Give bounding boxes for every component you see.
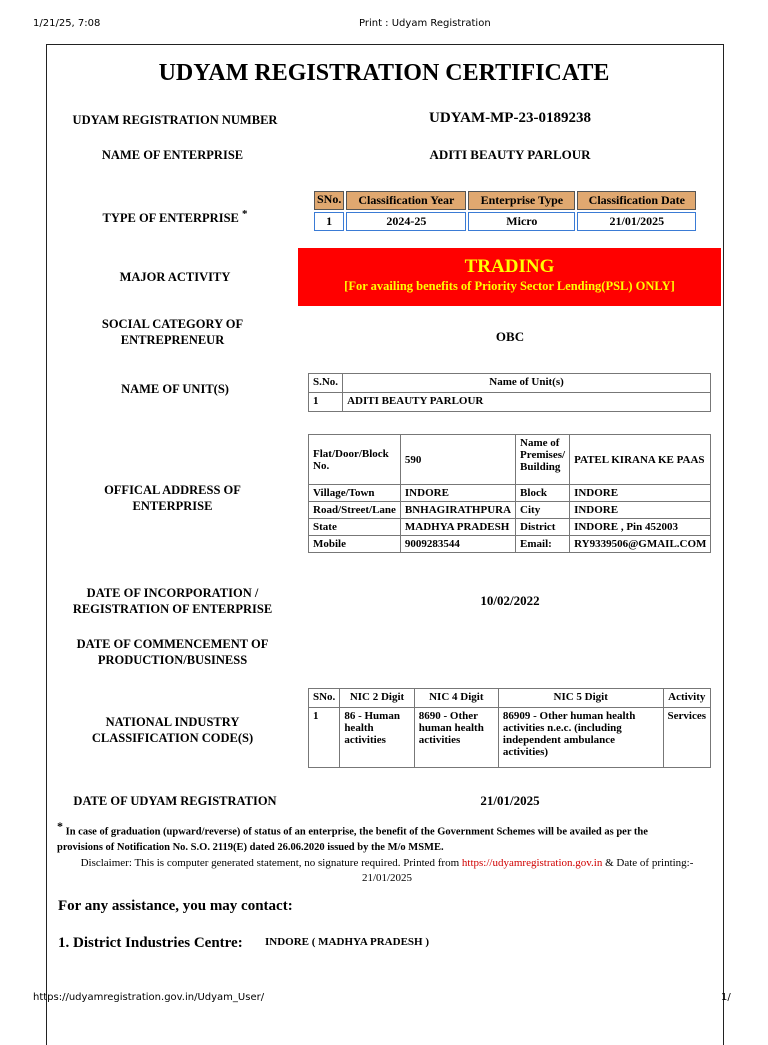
addr-road-label: Road/Street/Lane — [309, 502, 401, 519]
reg-number-label: UDYAM REGISTRATION NUMBER — [72, 113, 278, 127]
social-category-value: OBC — [495, 329, 525, 344]
addr-state-value: MADHYA PRADESH — [400, 519, 515, 536]
addr-email-label: Email: — [516, 536, 570, 553]
udyam-date-label: DATE OF UDYAM REGISTRATION — [73, 794, 277, 808]
address-label: OFFICAL ADDRESS OF ENTERPRISE — [104, 483, 241, 513]
footnote-asterisk: * — [57, 819, 63, 833]
col-sno: SNo. — [314, 191, 344, 210]
addr-block-label: Block — [516, 485, 570, 502]
cell-enterprise-type: Micro — [468, 212, 575, 231]
footer-page: 1/ — [721, 992, 731, 1003]
nic-col-4digit: NIC 4 Digit — [414, 689, 498, 708]
enterprise-name-label: NAME OF ENTERPRISE — [101, 148, 244, 162]
nic-cell-sno: 1 — [309, 708, 340, 768]
incorporation-value: 10/02/2022 — [480, 593, 540, 608]
nic-cell-2digit: 86 - Human health activities — [340, 708, 414, 768]
nic-col-sno: SNo. — [309, 689, 340, 708]
type-asterisk: * — [242, 208, 248, 220]
units-label: NAME OF UNIT(S) — [121, 382, 229, 396]
nic-table — [308, 688, 711, 768]
enterprise-name-value: ADITI BEAUTY PARLOUR — [429, 147, 591, 162]
disclaimer-date: 21/01/2025 — [361, 872, 413, 884]
activity-value: TRADING — [464, 256, 555, 277]
col-classification-date: Classification Date — [577, 191, 696, 210]
reg-number-value: UDYAM-MP-23-0189238 — [429, 110, 591, 126]
activity-note: [For availing benefits of Priority Sector Lending(PSL) ONLY] — [344, 279, 675, 293]
certificate-title: UDYAM REGISTRATION CERTIFICATE — [158, 60, 610, 86]
disclaimer — [57, 856, 717, 886]
commencement-label: DATE OF COMMENCEMENT OF PRODUCTION/BUSINESS — [76, 637, 269, 667]
activity-label: MAJOR ACTIVITY — [119, 270, 231, 284]
address-table — [308, 434, 711, 553]
nic-label: NATIONAL INDUSTRY CLASSIFICATION CODE(S) — [91, 715, 254, 745]
udyam-date-value: 21/01/2025 — [480, 793, 540, 808]
addr-district-label: District — [516, 519, 570, 536]
dic-value: INDORE ( MADHYA PRADESH ) — [265, 936, 429, 948]
nic-col-5digit: NIC 5 Digit — [498, 689, 663, 708]
nic-cell-activity: Services — [663, 708, 710, 768]
dic-label: 1. District Industries Centre: — [58, 935, 243, 951]
footnote-line2: provisions of Notification No. S.O. 2119(E) dated 26.06.2020 issued by the M/o MSME. — [57, 841, 444, 853]
addr-block-value: INDORE — [570, 485, 711, 502]
nic-col-2digit: NIC 2 Digit — [340, 689, 414, 708]
units-cell-name: ADITI BEAUTY PARLOUR — [343, 393, 711, 412]
footnote-line1: In case of graduation (upward/reverse) of status of an enterprise, the benefit of the Government Schemes will be availed as per the — [65, 826, 648, 838]
cell-sno: 1 — [314, 212, 344, 231]
addr-state-label: State — [309, 519, 401, 536]
type-label — [55, 206, 295, 226]
classification-table — [312, 189, 698, 233]
col-enterprise-type: Enterprise Type — [468, 191, 575, 210]
addr-village-label: Village/Town — [309, 485, 401, 502]
print-page-title: Print : Udyam Registration — [359, 18, 491, 29]
addr-district-value: INDORE , Pin 452003 — [570, 519, 711, 536]
assistance-heading: For any assistance, you may contact: — [58, 898, 293, 914]
activity-banner — [298, 248, 721, 306]
addr-mobile-value: 9009283544 — [400, 536, 515, 553]
addr-city-label: City — [516, 502, 570, 519]
cell-classification-year: 2024-25 — [346, 212, 466, 231]
units-cell-sno: 1 — [309, 393, 343, 412]
addr-city-value: INDORE — [570, 502, 711, 519]
disclaimer-text: Disclaimer: This is computer generated statement, no signature required. Printed from — [80, 857, 460, 869]
addr-mobile-label: Mobile — [309, 536, 401, 553]
col-classification-year: Classification Year — [346, 191, 466, 210]
addr-premises-value: PATEL KIRANA KE PAAS — [570, 435, 711, 485]
units-table — [308, 373, 711, 412]
print-datetime: 1/21/25, 7:08 — [33, 18, 101, 29]
units-col-name: Name of Unit(s) — [343, 374, 711, 393]
addr-road-value: BNHAGIRATHPURA — [400, 502, 515, 519]
nic-cell-4digit: 8690 - Other human health activities — [414, 708, 498, 768]
addr-flat-label: Flat/Door/Block No. — [309, 435, 401, 485]
units-col-sno: S.No. — [309, 374, 343, 393]
nic-col-activity: Activity — [663, 689, 710, 708]
disclaimer-link[interactable]: https://udyamregistration.gov.in — [461, 857, 603, 869]
nic-cell-5digit: 86909 - Other human health activities n.e.c. (including independent ambulance activities) — [498, 708, 663, 768]
type-label-text: TYPE OF ENTERPRISE — [102, 211, 239, 226]
addr-flat-value: 590 — [400, 435, 515, 485]
social-category-label: SOCIAL CATEGORY OF ENTREPRENEUR — [101, 317, 244, 347]
incorporation-label: DATE OF INCORPORATION / REGISTRATION OF ENTERPRISE — [72, 586, 273, 616]
addr-village-value: INDORE — [400, 485, 515, 502]
cell-classification-date: 21/01/2025 — [577, 212, 696, 231]
addr-email-value: RY9339506@GMAIL.COM — [570, 536, 711, 553]
addr-premises-label: Name of Premises/ Building — [516, 435, 570, 485]
disclaimer-tail: & Date of printing:- — [605, 857, 694, 869]
footnote — [57, 819, 717, 855]
footer-url: https://udyamregistration.gov.in/Udyam_User/ — [33, 992, 265, 1003]
